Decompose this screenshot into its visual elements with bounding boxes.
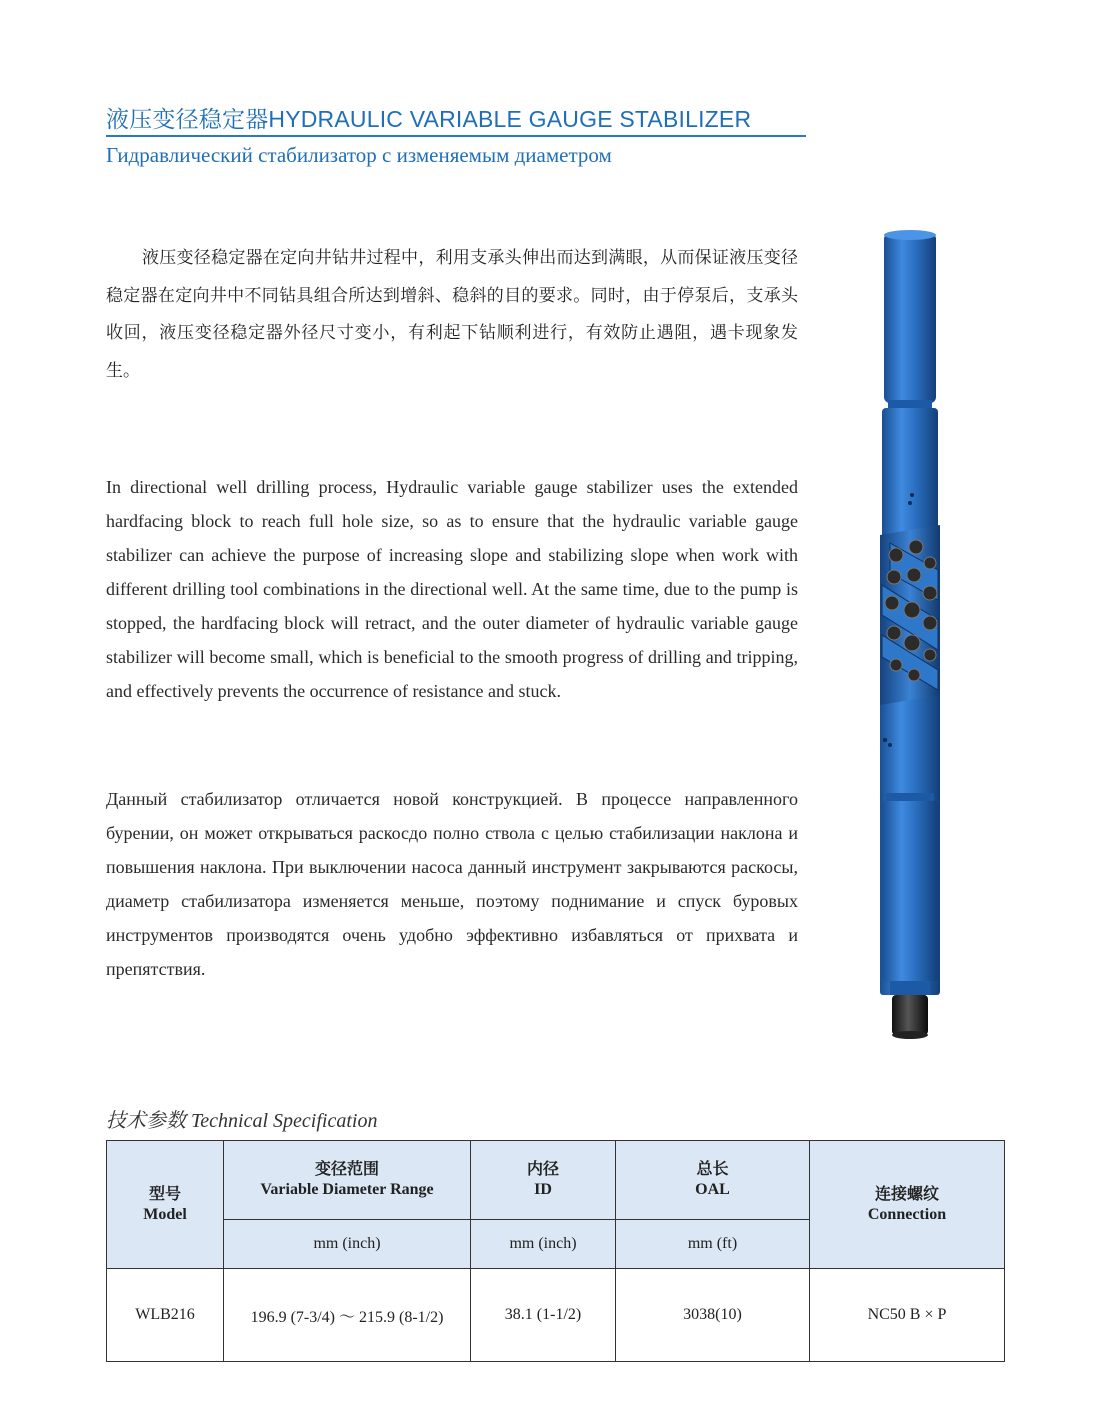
page-title: 液压变径稳定器HYDRAULIC VARIABLE GAUGE STABILIZER bbox=[106, 106, 752, 132]
column-header-model bbox=[107, 1141, 224, 1269]
spec-table bbox=[106, 1140, 1005, 1362]
cell-connection: NC50 B × P bbox=[810, 1269, 1005, 1362]
unit-id: mm (inch) bbox=[471, 1220, 616, 1269]
page-subtitle-russian: Гидравлический стабилизатор с изменяемым диаметром bbox=[106, 143, 612, 167]
cell-range: 196.9 (7-3/4) ～ 215.9 (8-1/2) bbox=[224, 1269, 471, 1362]
title-divider bbox=[106, 135, 806, 137]
stabilizer-tool-image bbox=[860, 225, 960, 1045]
column-header-id bbox=[471, 1141, 616, 1220]
unit-oal: mm (ft) bbox=[616, 1220, 810, 1269]
header-id-en: ID bbox=[534, 1181, 552, 1198]
header-model-en: Model bbox=[143, 1205, 187, 1223]
header-connection-en: Connection bbox=[867, 1205, 947, 1223]
spec-heading: 技术参数 Technical Specification bbox=[106, 1110, 378, 1132]
description-chinese: 液压变径稳定器在定向井钻井过程中，利用支承头伸出而达到满眼，从而保证液压变径稳定器在定向井中不同钻具组合所达到增斜、稳斜的目的要求。同时，由于停泵后，支承头收回，液压变径稳定器外径尺寸变小，有利起下钻顺利进行，有效防止遇阻，遇卡现象发生。 bbox=[106, 248, 798, 381]
header-id-cn: 内径 bbox=[526, 1161, 559, 1178]
column-header-oal bbox=[616, 1141, 810, 1220]
header-range-en: Variable Diameter Range bbox=[260, 1181, 434, 1198]
header-connection-cn: 连接螺纹 bbox=[874, 1185, 939, 1203]
description-russian: Данный стабилизатор отличается новой конструкцией. В процессе направленного бурении, он может открываться раскосдо полно ствола с целью стабилизации наклона и повышения наклона. При выключении насоса данный инструмент закрываются раскосы, диаметр стабилизатора изменяется меньше, поэтому поднимание и спуск буровых инструментов производятся очень удобно эффективно избавляться от прихвата и препятствия. bbox=[106, 789, 798, 979]
description-english: In directional well drilling process, Hydraulic variable gauge stabilizer uses the extended hardfacing block to reach full hole size, so as to ensure that the hydraulic variable gauge stabilizer can achieve the purpose of increasing slope and stabilizing slope when work with different drilling tool combinations in the directional well. At the same time, due to the pump is stopped, the hardfacing block will retract, and the outer diameter of hydraulic variable gauge stabilizer will become small, which is beneficial to the smooth progress of drilling and tripping, and effectively prevents the occurrence of resistance and stuck. bbox=[106, 477, 798, 701]
header-range-cn: 变径范围 bbox=[314, 1161, 379, 1178]
unit-range: mm (inch) bbox=[224, 1220, 471, 1269]
column-header-connection bbox=[810, 1141, 1005, 1269]
column-header-range bbox=[224, 1141, 471, 1220]
cell-id: 38.1 (1-1/2) bbox=[471, 1269, 616, 1362]
table-row bbox=[107, 1269, 1005, 1362]
cell-oal: 3038(10) bbox=[616, 1269, 810, 1362]
header-oal-cn: 总长 bbox=[696, 1161, 729, 1178]
cell-model: WLB216 bbox=[107, 1269, 224, 1362]
header-oal-en: OAL bbox=[695, 1181, 730, 1198]
header-model-cn: 型号 bbox=[148, 1185, 181, 1203]
